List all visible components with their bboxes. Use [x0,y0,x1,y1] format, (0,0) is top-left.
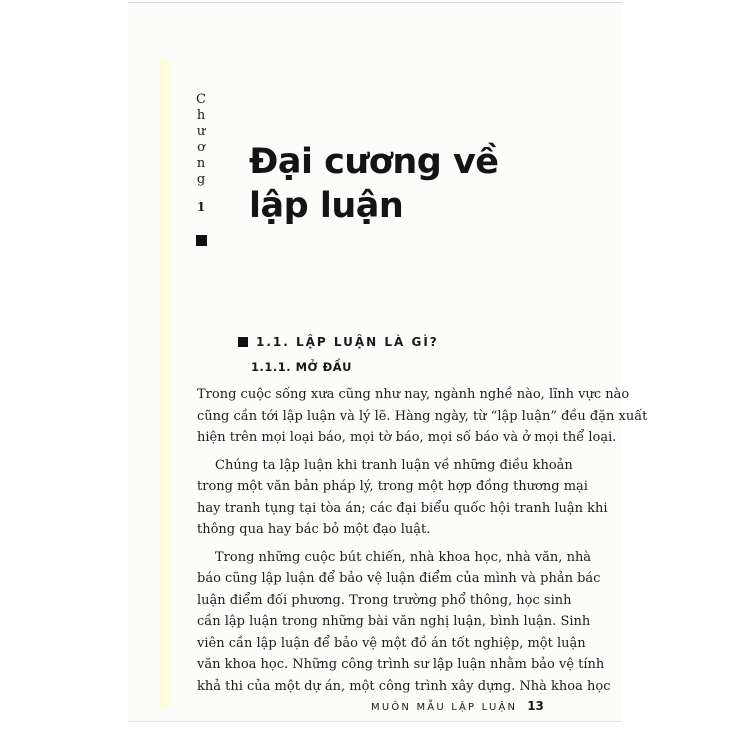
text-line: luận điểm đối phương. Trong trường phổ thông, học sinh [197,592,572,608]
text-line: hiện trên mọi loại báo, mọi tờ báo, mọi số báo và ở mọi thể loại. [197,430,617,445]
text-line: Trong những cuộc bút chiến, nhà khoa học, nhà văn, nhà [215,549,592,565]
text-line: trong một văn bản pháp lý, trong một hợp đồng thương mại [197,479,588,494]
chapter-label-letter: g [196,172,206,187]
chapter-label-letter: ơ [197,140,205,155]
chapter-vertical-label [195,92,207,188]
running-title: MUÔN MẪU LẬP LUẬN [371,702,518,713]
margin-highlight-strip [160,60,172,708]
body-text [197,384,648,703]
section-square-marker [238,337,248,347]
page-number: 13 [527,699,544,713]
chapter-label-letter: n [196,156,206,171]
text-line: Chúng ta lập luận khi tranh luận về những điều khoản [215,457,573,473]
chapter-title-line: Đại cương về [249,142,499,182]
section-heading [238,335,439,349]
text-line: thông qua hay bác bỏ một đạo luật. [197,522,431,537]
text-line: hay tranh tụng tại tòa án; các đại biểu quốc hội tranh luận khi [197,500,608,516]
subsection-heading: 1.1.1. MỞ ĐẦU [251,360,352,374]
text-line: báo cũng lập luận để bảo vệ luận điểm của mình và phản bác [197,571,601,586]
text-line: cần lập luận trong những bài văn nghị luận, bình luận. Sinh [197,614,591,629]
text-line: cũng cần tới lập luận và lý lẽ. Hàng ngày, từ “lập luận” đều đặn xuất [197,408,648,424]
running-footer [371,699,544,713]
chapter-title-line: lập luận [249,186,404,226]
chapter-square-marker [196,235,207,246]
text-line: văn khoa học. Những công trình sư lập luận nhằm bảo vệ tính [197,657,605,672]
text-line: khả thi của một dự án, một công trình xây dựng. Nhà khoa học [197,678,611,694]
chapter-label-letter: h [196,108,206,123]
text-line: viên cần lập luận để bảo vệ một đồ án tốt nghiệp, một luận [197,635,586,651]
section-heading-text: 1.1. LẬP LUẬN LÀ GÌ? [256,335,439,349]
paragraph [197,547,611,698]
paragraph [197,455,608,541]
chapter-label-letter: C [196,92,206,107]
text-line: Trong cuộc sống xưa cũng như nay, ngành nghề nào, lĩnh vực nào [197,387,630,402]
chapter-title [249,140,549,228]
chapter-number: 1 [196,200,206,214]
chapter-label-letter: ư [196,124,206,139]
paragraph [197,384,648,449]
